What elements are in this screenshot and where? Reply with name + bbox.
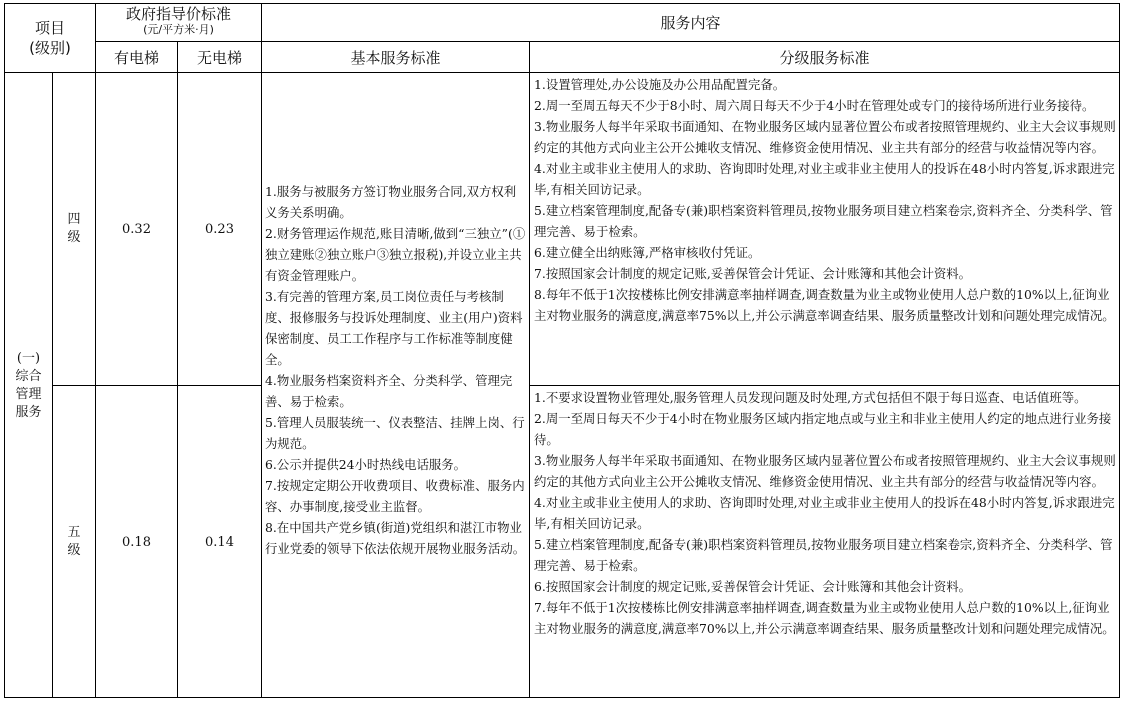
- basic-item: 7.按规定定期公开收费项目、收费标准、服务内容、办事制度,接受业主监督。: [265, 478, 525, 514]
- header-price-unit: (元/平方米·月): [143, 23, 214, 36]
- graded-item: 2.周一至周日每天不少于4小时在物业服务区域内指定地点或与业主和非业主使用人约定的地点进行业务接待。: [534, 411, 1112, 447]
- header-elevator: 有电梯: [113, 48, 159, 67]
- graded-item: 5.建立档案管理制度,配备专(兼)职档案资料管理员,按物业服务项目建立档案卷宗,资料齐全、分类科学、管理完善、易于检索。: [534, 203, 1113, 239]
- graded-item: 1.不要求设置物业管理处,服务管理人员发现问题及时处理,方式包括但不限于每日巡查、电话值班等。: [534, 390, 1087, 405]
- graded-item: 6.建立健全出纳账簿,严格审核收付凭证。: [534, 245, 761, 260]
- graded-item: 1.设置管理处,办公设施及办公用品配置完备。: [534, 77, 786, 92]
- basic-item: 4.物业服务档案资料齐全、分类科学、管理完善、易于检索。: [265, 373, 513, 409]
- basic-item: 6.公示并提供24小时热线电话服务。: [265, 457, 467, 472]
- graded-item: 6.按照国家会计制度的规定记账,妥善保管会计凭证、会计账簿和其他会计资料。: [534, 579, 972, 594]
- basic-item: 1.服务与被服务方签订物业服务合同,双方权利义务关系明确。: [265, 184, 517, 220]
- basic-item: 2.财务管理运作规范,账目清晰,做到“三独立”(①独立建账②独立账户③独立报税),并设立业主共有资金管理账户。: [265, 226, 526, 283]
- basic-item: 3.有完善的管理方案,员工岗位责任与考核制度、报修服务与投诉处理制度、业主(用户)资料保密制度、员工工作程序与工作标准等制度健全。: [265, 289, 523, 367]
- header-price-title: 政府指导价标准: [125, 5, 231, 23]
- basic-item: 8.在中国共产党乡镇(街道)党组织和湛江市物业行业党委的领导下依法依规开展物业服务活动。: [265, 520, 526, 556]
- graded-item: 3.物业服务人每半年采取书面通知、在物业服务区域内显著位置公布或者按照管理规约、业主大会议事规则约定的其他方式向业主公开公摊收支情况、维修资金使用情况、业主共有部分的经营与收益情况等内容。: [534, 119, 1116, 155]
- graded-item: 4.对业主或非业主使用人的求助、咨询即时处理,对业主或非业主使用人的投诉在48小时内答复,诉求跟进完毕,有相关回访记录。: [534, 161, 1115, 197]
- header-price: [96, 4, 261, 41]
- category-label: (一) 综合 管理 服务: [15, 350, 42, 420]
- level-5-name: [53, 386, 95, 698]
- graded-standard-level-4: [534, 74, 1116, 385]
- header-service-content: 服务内容: [660, 14, 721, 32]
- graded-item: 8.每年不低于1次按楼栋比例安排满意率抽样调查,调查数量为业主或物业使用人总户数的10%以上,征询业主对物业服务的满意度,满意率75%以上,并公示满意率调查结果、服务质量整改计划和问题处理完成情况。: [534, 287, 1115, 323]
- graded-item: 2.周一至周五每天不少于8小时、周六周日每天不少于4小时在管理处或专门的接待场所进行业务接待。: [534, 98, 1095, 113]
- graded-item: 7.按照国家会计制度的规定记账,妥善保管会计凭证、会计账簿和其他会计资料。: [534, 266, 972, 281]
- header-graded-standard: 分级服务标准: [779, 48, 870, 67]
- graded-item: 5.建立档案管理制度,配备专(兼)职档案资料管理员,按物业服务项目建立档案卷宗,资料齐全、分类科学、管理完善、易于检索。: [534, 537, 1113, 573]
- header-project: 项目 (级别): [29, 19, 71, 57]
- basic-item: 5.管理人员服装统一、仪表整洁、挂牌上岗、行为规范。: [265, 415, 525, 451]
- level-4-price-no-elevator: 0.23: [205, 221, 234, 237]
- level-5-price-no-elevator: 0.14: [205, 534, 234, 550]
- level-4-price-elevator: 0.32: [122, 221, 151, 237]
- header-no-elevator: 无电梯: [196, 48, 242, 67]
- graded-item: 4.对业主或非业主使用人的求助、咨询即时处理,对业主或非业主使用人的投诉在48小时内答复,诉求跟进完毕,有相关回访记录。: [534, 495, 1115, 531]
- basic-standard-list: [265, 181, 526, 601]
- graded-item: 7.每年不低于1次按楼栋比例安排满意率抽样调查,调查数量为业主或物业使用人总户数的10%以上,征询业主对物业服务的满意度,满意率70%以上,并公示满意率调查结果、服务质量整改计划和问题处理完成情况。: [534, 600, 1115, 636]
- level-4-name: [53, 73, 95, 385]
- graded-standard-level-5: [534, 387, 1116, 698]
- level-5-price-elevator: 0.18: [122, 534, 151, 550]
- header-basic-standard: 基本服务标准: [350, 48, 441, 67]
- level-4-label: 四级: [67, 212, 81, 245]
- graded-item: 3.物业服务人每半年采取书面通知、在物业服务区域内显著位置公布或者按照管理规约、业主大会议事规则约定的其他方式向业主公开公摊收支情况、维修资金使用情况、业主共有部分的经营与收益情况等内容。: [534, 453, 1116, 489]
- category-cell: [5, 73, 52, 698]
- level-5-label: 五级: [67, 525, 81, 558]
